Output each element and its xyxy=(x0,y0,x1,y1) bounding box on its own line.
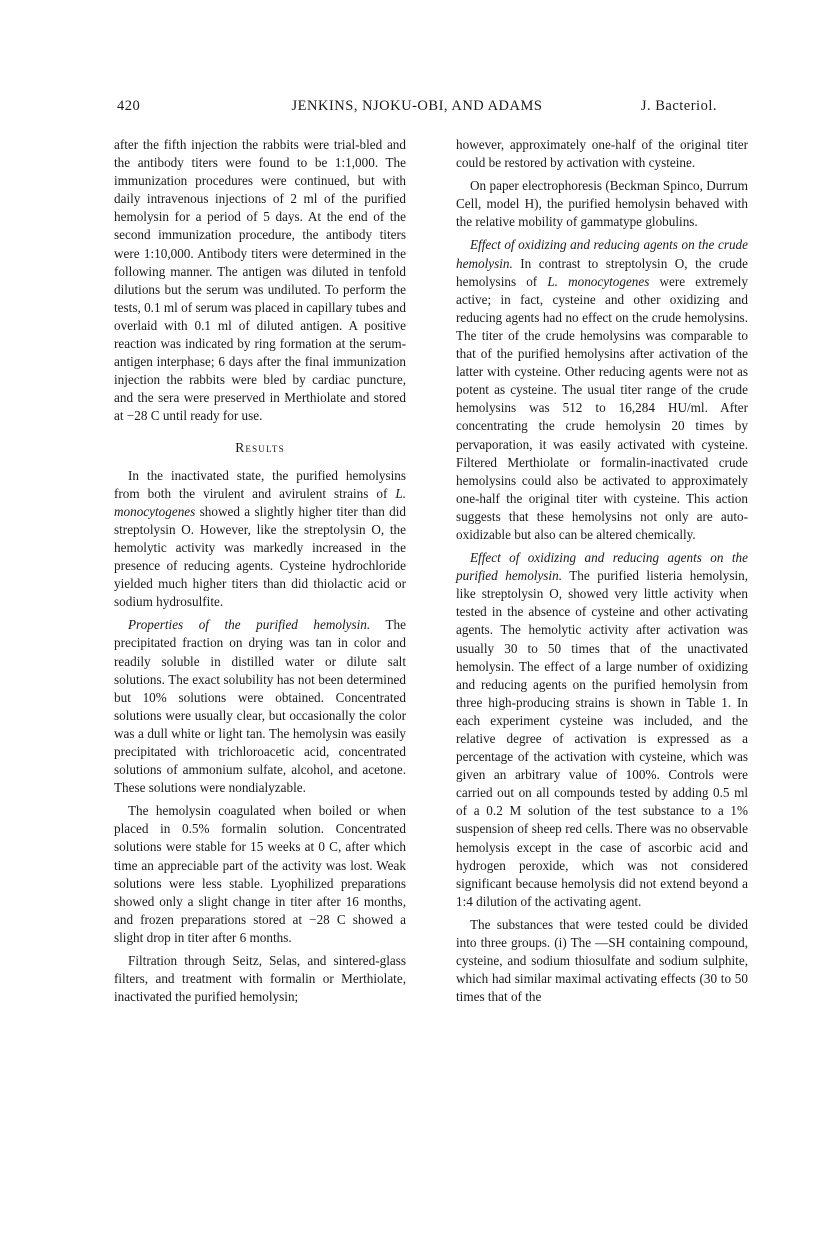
page-number: 420 xyxy=(117,98,141,114)
paragraph-restoration: however, approximately one-half of the original titer could be restored by activation with cysteine. xyxy=(456,137,748,171)
left-column xyxy=(114,136,406,1006)
paragraph-purified-hemolysin: Effect of oxidizing and reducing agents on the purified hemolysin. The purified listeria hemolysin, like streptolysin O, showed very little activity when tested in the absence of cysteine and other activating agents. The hemolytic activity after activation was usually 30 to 50 times that of the unactivated hemolysin. The effect of a large number of oxidizing and reducing agents on the purified hemolysin from three high-producing strains is shown in Table 1. In each experiment cysteine was included, and the relative degree of activation is expressed as a percentage of the activation with cysteine, which was given an arbitrary value of 100%. Controls were carried out on all compounds tested by adding 0.5 ml of a 0.2 M solution of the test substance to a 1% suspension of sheep red cells. There was no observable hemolysis except in the case of ascorbic acid and hydrogen peroxide, which was not considered significant because hemolysis did not extend beyond a 1:4 dilution of the activating agent. xyxy=(456,550,749,909)
paragraph-crude-hemolysin: Effect of oxidizing and reducing agents on the crude hemolysin. In contrast to streptolysin O, the crude hemolysins of L. monocytogenes were extremely active; in fact, cysteine and other oxidizing and reducing agents had no effect on the crude hemolysins. The titer of the crude hemolysins was comparable to that of the purified hemolysins after activation of the latter with cysteine. Other reducing agents were not as potent as cysteine. The usual titer range of the crude hemolysins was 512 to 16,284 HU/ml. After concentrating the crude hemolysin 20 times by pervaporation, it was easily activated with cysteine. Filtered Merthiolate or formalin-inactivated crude hemolysins could also be activated to approximately one-half the original titer with cysteine. This action suggests that these hemolysins not only are auto-oxidizable but also can be altered chemically. xyxy=(456,237,748,542)
run-in-heading-crude: Effect of oxidizing and reducing agents on the crude hemolysin. xyxy=(456,237,748,271)
paragraph-results-intro: In the inactivated state, the purified hemolysins from both the virulent and avirulent strains of L. monocytogenes showed a slightly higher titer than did streptolysin O. However, like the streptolysin O, the hemolytic activity was markedly increased in the presence of reducing agents. Cysteine hydrochloride yielded much higher titers than did thiolactic acid or sodium hydrosulfite. xyxy=(114,467,406,610)
running-header xyxy=(117,98,717,122)
run-in-heading-properties: Properties of the purified hemolysin. xyxy=(128,617,371,633)
organism-name: L. monocytogenes xyxy=(114,485,406,519)
section-heading-results: Results xyxy=(235,439,285,455)
paragraph-properties: Properties of the purified hemolysin. The precipitated fraction on drying was tan in color and readily soluble in distilled water or dilute salt solutions. The exact solubility has not been determined but 10% solutions were obtained. Concentrated solutions were usually clear, but occasionally the color was a dull white or light tan. The hemolysin was easily precipitated with trichloroacetic acid, concentrated solutions of ammonium sulfate, alcohol, and acetone. These solutions were nondialyzable. xyxy=(114,617,406,796)
paragraph-immunization: after the fifth injection the rabbits were trial-bled and the antibody titers were found to be 1:1,000. The immunization procedures were continued, but with daily intravenous injections of 2 ml of the purified hemolysin for a period of 5 days. At the end of the second immunization procedure, the antibody titers were 1:10,000. Antibody titers were determined in the following manner. The antigen was diluted in tenfold dilutions but the serum was undiluted. To perform the tests, 0.1 ml of serum was placed in capillary tubes and overlaid with 0.1 ml of diluted antigen. A positive reaction was indicated by ring formation at the serum-antigen interphase; 6 days after the final immunization injection the rabbits were bled by cardiac puncture, and the sera were preserved in Merthiolate and stored at −28 C until ready for use. xyxy=(114,137,406,424)
running-header-authors: JENKINS, NJOKU-OBI, AND ADAMS xyxy=(291,98,543,114)
run-in-heading-purified: Effect of oxidizing and reducing agents on the purified hemolysin. xyxy=(456,550,748,584)
paragraph-coagulation: The hemolysin coagulated when boiled or when placed in 0.5% formalin solution. Concentrated solutions were stable for 15 weeks at 0 C, after which time an appreciable part of the activity was lost. Weak solutions were less stable. Lyophilized preparations showed only a slight change in titer after 16 months, and frozen preparations stored at −28 C showed a slight drop in titer after 6 months. xyxy=(114,803,406,945)
paragraph-substance-groups: The substances that were tested could be divided into three groups. (i) The —SH containing compound, cysteine, and sodium thiosulfate and sodium sulphite, which had similar maximal activating effects (30 to 50 times that of the xyxy=(456,916,748,1005)
organism-name: L. monocytogenes xyxy=(547,273,650,289)
paragraph-filtration: Filtration through Seitz, Selas, and sintered-glass filters, and treatment with formalin or Merthiolate, inactivated the purified hemolysin; xyxy=(114,953,406,1005)
journal-name: J. Bacteriol. xyxy=(640,98,717,114)
paragraph-electrophoresis: On paper electrophoresis (Beckman Spinco, Durrum Cell, model H), the purified hemolysin behaved with the relative mobility of gammatype globulins. xyxy=(456,178,748,230)
right-column xyxy=(456,136,748,1006)
